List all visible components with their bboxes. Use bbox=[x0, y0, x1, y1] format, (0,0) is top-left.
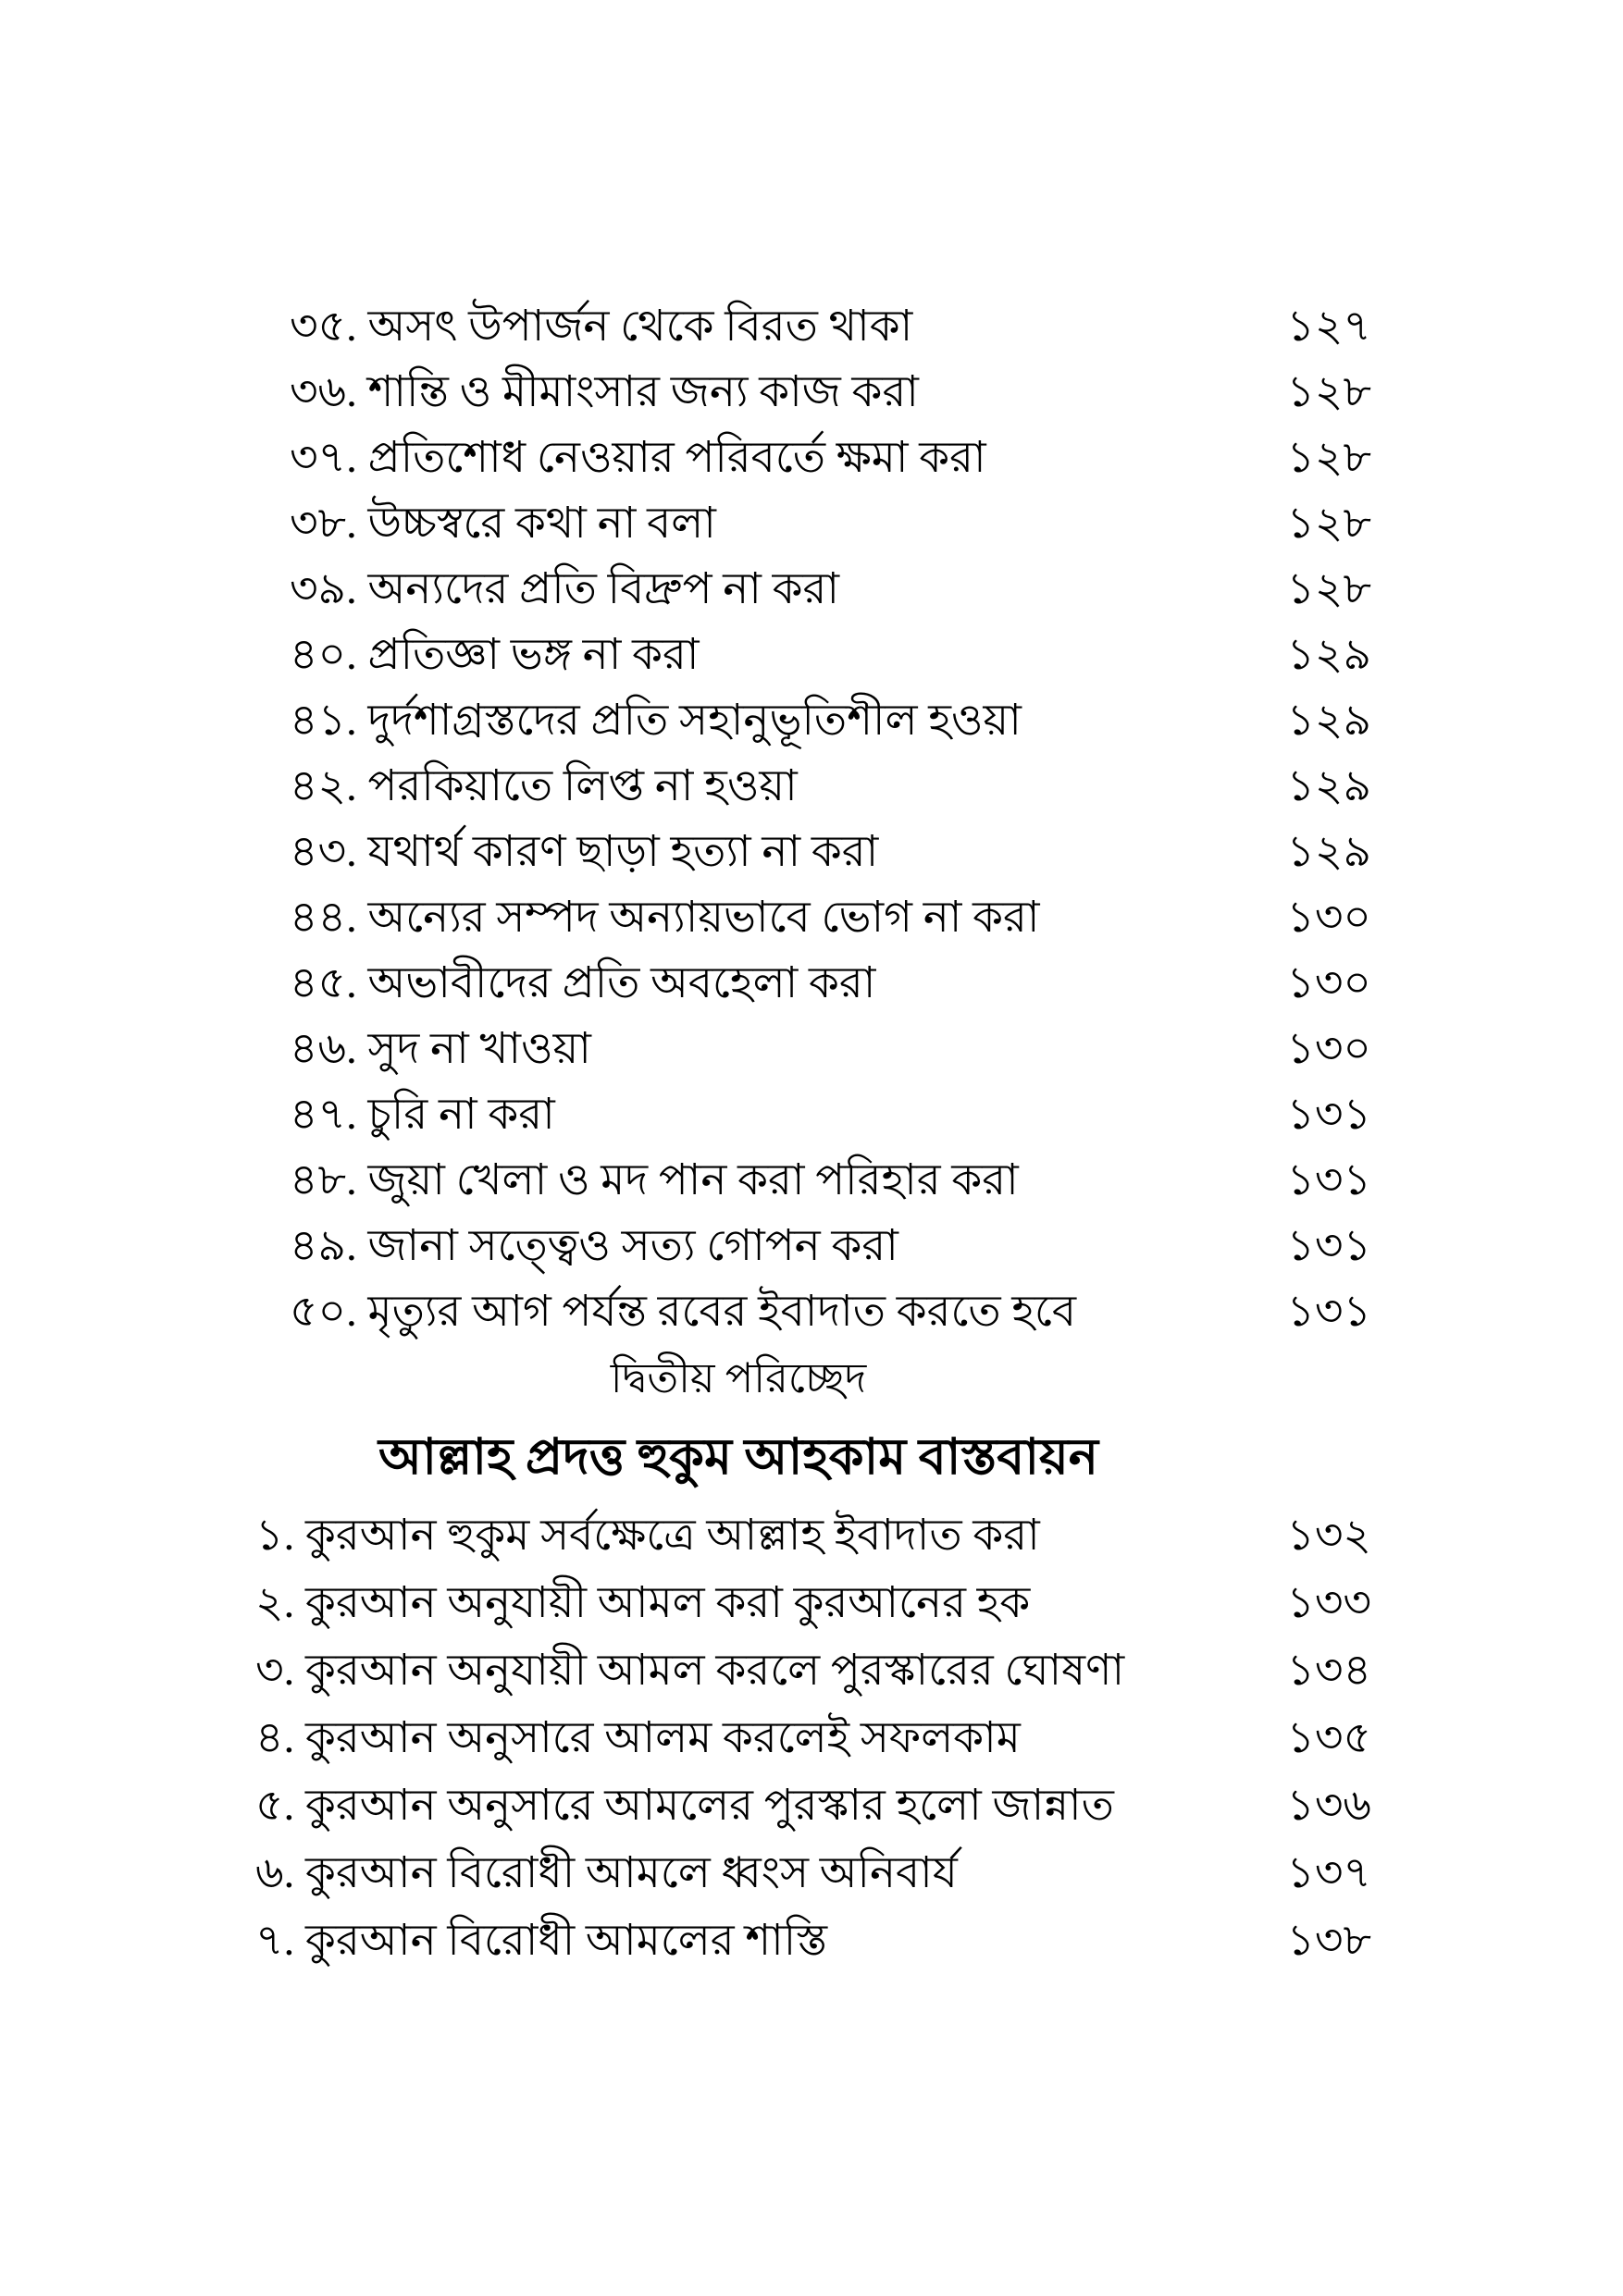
toc-entry bbox=[0, 1637, 1623, 1705]
toc-entry bbox=[0, 754, 1623, 820]
toc-entry-page-number: ১২৯ bbox=[1286, 631, 1371, 679]
toc-entry bbox=[0, 623, 1623, 688]
toc-entry bbox=[0, 426, 1623, 491]
toc-entry-title: ৩৯. অন্যদের প্রতি বিদ্রুপ না করা bbox=[290, 565, 840, 613]
toc-entry-page-number: ১৩৩ bbox=[1286, 1579, 1371, 1627]
toc-entry-title: ৪৭. চুরি না করা bbox=[290, 1091, 555, 1139]
toc-entry bbox=[0, 1502, 1623, 1570]
toc-entry-page-number: ১৩১ bbox=[1286, 1091, 1371, 1139]
chapter-subtitle: আল্লাহ প্রদত্ত হুকুম আহকাম বাস্তবায়ন bbox=[378, 1429, 1099, 1485]
toc-entry-page-number: ১২৮ bbox=[1286, 368, 1371, 416]
toc-entry-page-number: ১৩৭ bbox=[1286, 1849, 1371, 1897]
toc-entry-title: ৪৩. যথার্থ কারণ ছাড়া হত্যা না করা bbox=[290, 828, 879, 876]
toc-entry-page-number: ১২৮ bbox=[1286, 434, 1371, 482]
toc-entry-title: ৩৮. উচ্চস্বরে কথা না বলা bbox=[290, 500, 716, 548]
toc-entry-page-number: ১৩০ bbox=[1286, 959, 1371, 1007]
toc-entry bbox=[0, 688, 1623, 754]
toc-entry-page-number: ১৩১ bbox=[1286, 1156, 1371, 1204]
toc-entry bbox=[0, 1570, 1623, 1637]
toc-entry bbox=[0, 1907, 1623, 1975]
toc-entry-page-number: ১৩২ bbox=[1286, 1512, 1371, 1560]
toc-entry-page-number: ১৩০ bbox=[1286, 894, 1371, 942]
toc-entry bbox=[0, 491, 1623, 557]
toc-entry bbox=[0, 885, 1623, 951]
toc-entry bbox=[0, 557, 1623, 623]
toc-entry-title: ৫০. মৃত্যুর আগ পর্যন্ত রবের ইবাদাত করতে হবে bbox=[290, 1288, 1077, 1336]
toc-entry-title: ৪৬. সুদ না খাওয়া bbox=[290, 1025, 591, 1073]
toc-entry-page-number: ১২৯ bbox=[1286, 697, 1371, 745]
toc-entry-title: ৪০. প্রতিজ্ঞা ভঙ্গ না করা bbox=[290, 631, 700, 679]
toc-entry-title: ৩. কুরআন অনুযায়ী আমল করলে পুরস্কারের ঘোষণা bbox=[255, 1647, 1125, 1695]
toc-entry-page-number: ১২৮ bbox=[1286, 500, 1371, 548]
toc-entry-page-number: ১২৭ bbox=[1286, 302, 1371, 351]
toc-entry-title: ৪১. দুর্দশাগ্রস্তদের প্রতি সহানুভূতিশীল হওয়া bbox=[290, 697, 1022, 745]
toc-section-second-chapter-items bbox=[0, 1502, 1623, 1975]
toc-entry-page-number: ১২৯ bbox=[1286, 762, 1371, 810]
toc-entry bbox=[0, 1705, 1623, 1772]
toc-entry-title: ১. কুরআন হুকুম সর্বক্ষেত্রে আল্লাহ ইবাদাত করা bbox=[255, 1512, 1040, 1560]
toc-entry bbox=[0, 951, 1623, 1017]
chapter-heading: দ্বিতীয় পরিচ্ছেদ bbox=[610, 1355, 867, 1401]
toc-entry bbox=[0, 1214, 1623, 1279]
toc-entry-page-number: ১৩৮ bbox=[1286, 1917, 1371, 1965]
toc-entry-title: ৪৪. অন্যের সম্পদ অন্যায়ভাবে ভোগ না করা bbox=[290, 894, 1040, 942]
toc-entry-page-number: ১৩৬ bbox=[1286, 1782, 1371, 1830]
toc-entry-page-number: ১৩০ bbox=[1286, 1025, 1371, 1073]
toc-entry-page-number: ১৩১ bbox=[1286, 1288, 1371, 1336]
toc-entry bbox=[0, 1772, 1623, 1840]
toc-entry-page-number: ১৩১ bbox=[1286, 1222, 1371, 1270]
toc-entry bbox=[0, 1279, 1623, 1345]
toc-entry-title: ৩৫. অসৎ উপার্জন থেকে বিরত থাকা bbox=[290, 302, 913, 351]
toc-entry-page-number: ১৩৪ bbox=[1286, 1647, 1371, 1695]
toc-entry-title: ৪৯. জানা সত্ত্বেও সত্য গোপন করা bbox=[290, 1222, 898, 1270]
toc-entry-title: ৭. কুরআন বিরোধী আমলের শাস্তি bbox=[255, 1917, 828, 1965]
toc-entry-page-number: ১৩৫ bbox=[1286, 1714, 1371, 1762]
toc-entry-title: ২. কুরআন অনুযায়ী আমল করা কুরআনের হক bbox=[255, 1579, 1031, 1627]
toc-entry bbox=[0, 1148, 1623, 1214]
toc-entry-title: ৪২. পরকিয়াতে লিপ্ত না হওয়া bbox=[290, 762, 798, 810]
toc-entry-title: ৪৫. অভাবীদের প্রতি অবহেলা করা bbox=[290, 959, 876, 1007]
toc-entry bbox=[0, 1840, 1623, 1907]
toc-section-first-chapter-items bbox=[0, 294, 1623, 1345]
toc-entry-title: ৪. কুরআন অনুসারে আলম করলেই সফলকাম bbox=[255, 1714, 1021, 1762]
toc-entry-title: ৬. কুরআন বিরোধী আমলে ধ্বংস অনিবার্য bbox=[255, 1849, 958, 1897]
toc-entry-page-number: ১২৯ bbox=[1286, 828, 1371, 876]
toc-entry bbox=[0, 1017, 1623, 1082]
toc-entry bbox=[0, 360, 1623, 426]
toc-entry bbox=[0, 294, 1623, 360]
toc-entry-page-number: ১২৮ bbox=[1286, 565, 1371, 613]
toc-entry-title: ৩৭. প্রতিশোধ নেওয়ার পরিবর্তে ক্ষমা করা bbox=[290, 434, 986, 482]
toc-entry-title: ৩৬. শান্তি ও মীমাংসার জন্য কাজ করা bbox=[290, 368, 919, 416]
toc-entry-title: ৫. কুরআন অনুসারে আমলের পুরস্কার হলো জান্নাত bbox=[255, 1782, 1114, 1830]
toc-entry-title: ৪৮. জুয়া খেলা ও মদ পান করা পরিহার করা bbox=[290, 1156, 1019, 1204]
toc-entry bbox=[0, 1082, 1623, 1148]
toc-entry bbox=[0, 820, 1623, 885]
